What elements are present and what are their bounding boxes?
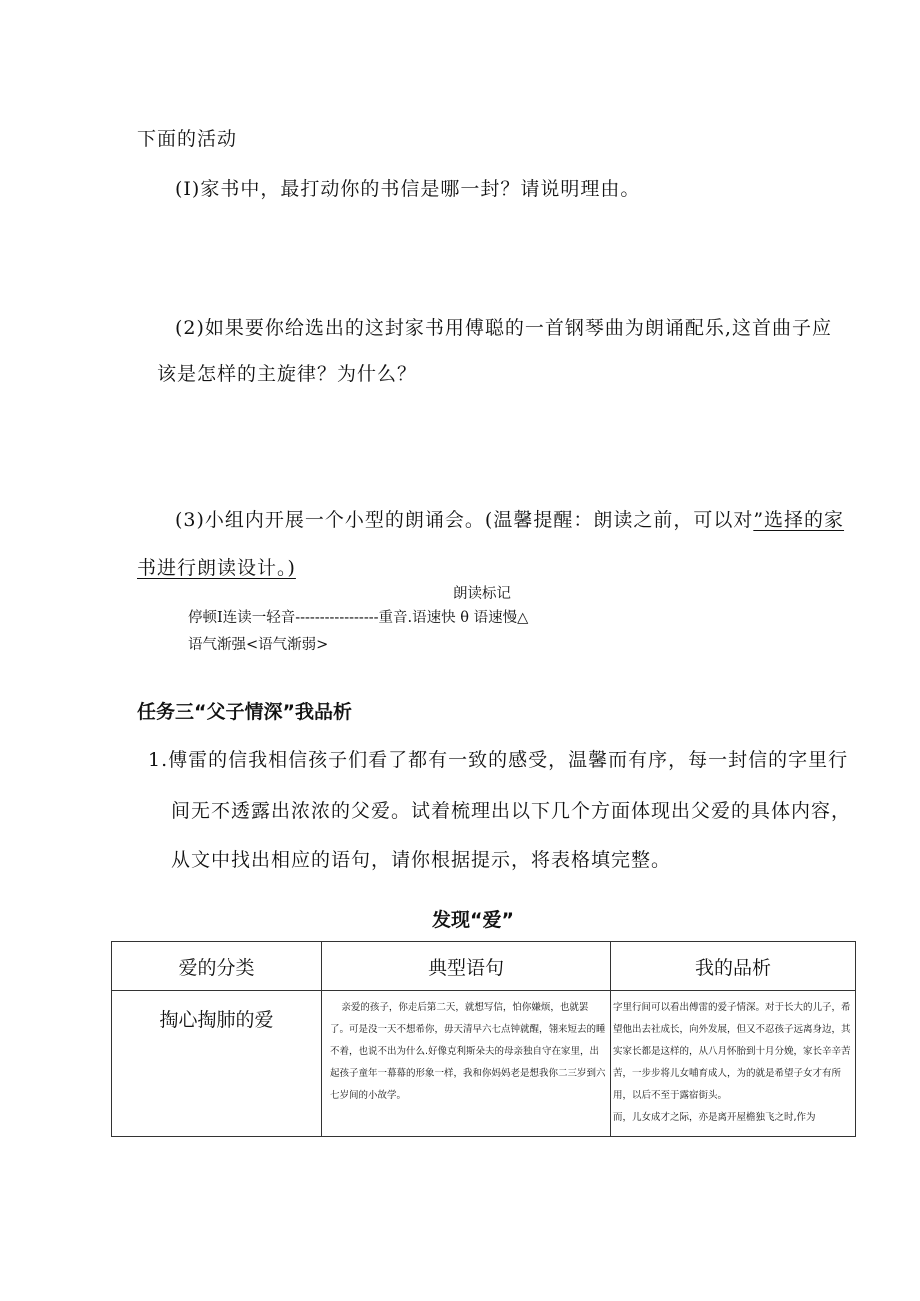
analysis-text-last: 而，儿女成才之际，亦是离开屋檐独飞之时,作为: [613, 1112, 816, 1123]
reading-marks-title: 朗读标记: [453, 586, 511, 602]
table-title: 发现“爱”: [432, 909, 514, 931]
question-2-line-2: 该是怎样的主旋律？为什么？: [157, 363, 418, 385]
item-1-line-3: 从文中找出相应的语句，请你根据提示，将表格填完整。: [171, 849, 672, 871]
header-sentence: 典型语句: [322, 942, 611, 991]
task-3-heading: 任务三“父子情深”我品析: [137, 701, 352, 723]
question-1: (I)家书中，最打动你的书信是哪一封？请说明理由。: [175, 178, 641, 200]
reading-marks-line-1: 停顿Ⅰ连读一轻音-----------------重音.语速快 θ 语速慢△: [188, 610, 529, 626]
table-row: [112, 991, 856, 1137]
question-3-line-2: 书进行朗读设计。): [137, 557, 296, 579]
question-3-line-1: [175, 505, 844, 532]
my-analysis-cell: [611, 991, 856, 1137]
love-category-cell: 掏心掏肺的爱: [112, 991, 322, 1137]
reading-marks-line-2: 语气渐强<语气渐弱>: [188, 637, 329, 653]
question-2-line-1: (2)如果要你给选出的这封家书用傅聪的一首钢琴曲为朗诵配乐,这首曲子应: [175, 317, 832, 339]
question-3-text: (3)小组内开展一个小型的朗诵会。(温馨提醒：朗读之前，可以对: [175, 509, 754, 531]
table-header-row: [112, 942, 856, 991]
love-analysis-table: [111, 941, 856, 1137]
item-1-line-2: 间无不透露出浓浓的父爱。试着梳理出以下几个方面体现出父爱的具体内容，: [171, 800, 852, 822]
header-category: 爱的分类: [112, 942, 322, 991]
header-analysis: 我的品析: [611, 942, 856, 991]
question-3-underlined: ”选择的家: [753, 509, 845, 531]
intro-text: 下面的活动: [137, 128, 238, 150]
item-1-line-1: 1.傅雷的信我相信孩子们看了都有一致的感受，温馨而有序，每一封信的字里行: [148, 749, 849, 771]
analysis-text: 字里行间可以看出傅雷的爱子情深。对于长大的儿子，希望他出去社成长，向外发展，但又不忍孩子远离身边，其实家长都是这样的，从八月怀胎到十月分娩，家长辛辛苦苦，一步步将儿女哺育成人，为的就是希望子女才有所用，以后不至于露宿街头。: [613, 1002, 851, 1101]
typical-sentence-cell: 亲爱的孩子，你走后第二天，就想写信，怕你嫌烦，也就罢了。可是没一天不想希你，毋天清早六七点钟就醒，翎来短去的睡不着，也说不出为什么.好像克利斯朵夫的母亲独自守在家里，出起孩子童年一幕幕的形象一样，我和你妈妈老是想我你二三岁到六七岁间的小故学。: [322, 991, 611, 1137]
